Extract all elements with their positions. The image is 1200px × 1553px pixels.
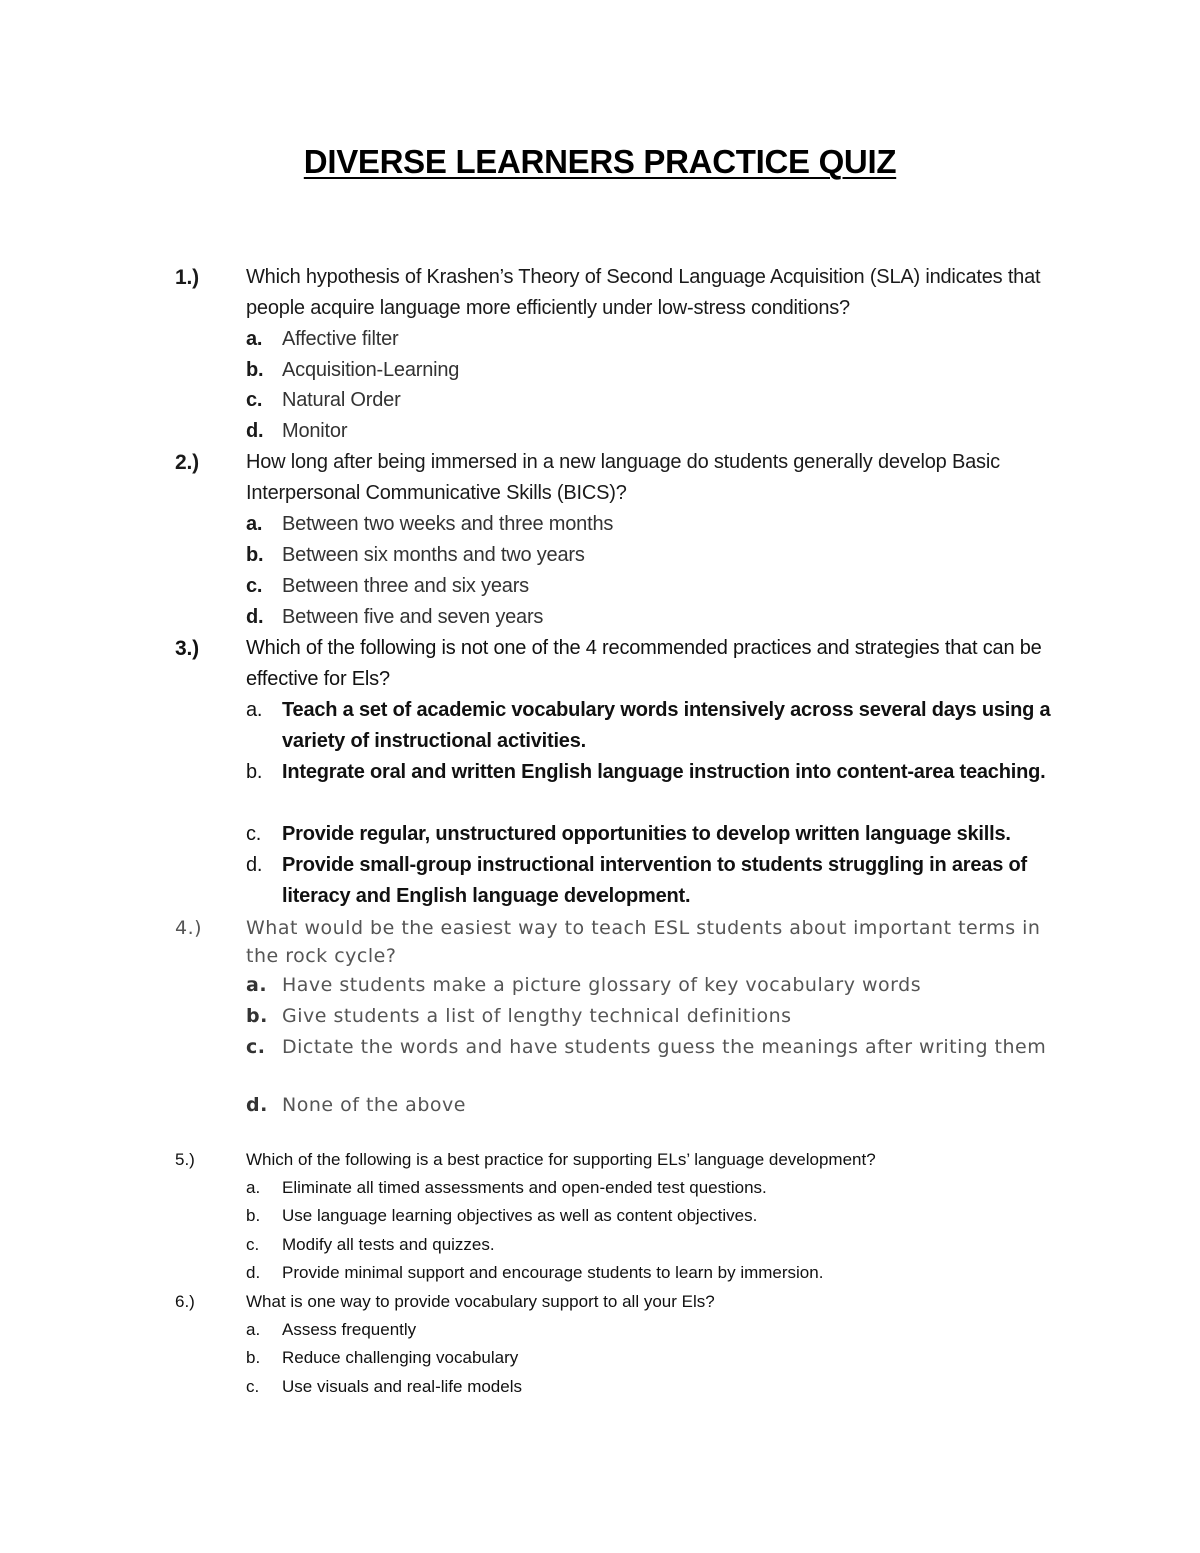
- question-number: 2.): [175, 451, 199, 474]
- option-letter: c.: [246, 823, 262, 845]
- option-text: Natural Order: [282, 389, 401, 411]
- option-text: Eliminate all timed assessments and open-ended test questions.: [282, 1178, 767, 1197]
- question-text: Which of the following is not one of the 4 recommended practices and strategies that can be effective for Els?: [246, 637, 1042, 690]
- option-text: Between two weeks and three months: [282, 513, 614, 535]
- option-letter: c.: [246, 575, 263, 597]
- option-text: Modify all tests and quizzes.: [282, 1235, 495, 1254]
- option-letter: a.: [246, 974, 268, 996]
- question-text: How long after being immersed in a new language do students generally develop Basic Interpersonal Communicative Skills (BICS)?: [246, 451, 1000, 504]
- option-letter: d.: [246, 854, 263, 876]
- option-text: Between six months and two years: [282, 544, 585, 566]
- question-number: 4.): [175, 917, 203, 939]
- option-letter: a.: [246, 1178, 261, 1197]
- option-letter: b.: [246, 761, 263, 783]
- option-text: Have students make a picture glossary of key vocabulary words: [282, 974, 922, 996]
- option-letter: b.: [246, 1206, 261, 1225]
- option-letter: d.: [246, 606, 264, 628]
- page-title: DIVERSE LEARNERS PRACTICE QUIZ: [303, 143, 897, 180]
- option-letter: b.: [246, 1348, 261, 1367]
- option-text: Teach a set of academic vocabulary words intensively across several days using a variety of instructional activities.: [282, 699, 1051, 752]
- option-letter: d.: [246, 420, 264, 442]
- option-letter: d.: [246, 1263, 261, 1282]
- question-text: What is one way to provide vocabulary support to all your Els?: [246, 1292, 715, 1311]
- option-text: Assess frequently: [282, 1320, 417, 1339]
- option-text: Provide regular, unstructured opportunities to develop written language skills.: [282, 823, 1011, 845]
- question-number: 1.): [175, 266, 199, 289]
- option-text: Provide small-group instructional intervention to students struggling in areas of literacy and English language development.: [282, 854, 1027, 907]
- option-text: Provide minimal support and encourage students to learn by immersion.: [282, 1263, 824, 1282]
- option-letter: b.: [246, 359, 264, 381]
- option-letter: c.: [246, 1036, 266, 1058]
- option-text: Dictate the words and have students guess the meanings after writing them: [282, 1036, 1047, 1058]
- question-text: Which hypothesis of Krashen’s Theory of Second Language Acquisition (SLA) indicates that people acquire language more efficiently under low-stress conditions?: [246, 266, 1041, 319]
- option-text: Integrate oral and written English language instruction into content-area teaching.: [282, 761, 1046, 783]
- option-letter: c.: [246, 1377, 260, 1396]
- option-text: Between three and six years: [282, 575, 529, 597]
- option-letter: b.: [246, 544, 264, 566]
- option-text: Give students a list of lengthy technical definitions: [282, 1005, 792, 1027]
- option-text: Acquisition-Learning: [282, 359, 460, 381]
- option-letter: a.: [246, 513, 263, 535]
- question-text: Which of the following is a best practice for supporting ELs’ language development?: [246, 1150, 876, 1169]
- option-text: Monitor: [282, 420, 348, 442]
- option-letter: a.: [246, 699, 263, 721]
- question-number: 5.): [175, 1150, 195, 1169]
- question-number: 6.): [175, 1292, 195, 1311]
- option-text: Affective filter: [282, 328, 399, 350]
- option-text: Between five and seven years: [282, 606, 544, 628]
- option-letter: c.: [246, 389, 263, 411]
- question-text: What would be the easiest way to teach ESL students about important terms in the rock cycle?: [246, 917, 1041, 967]
- option-text: Use language learning objectives as well as content objectives.: [282, 1206, 758, 1225]
- option-letter: d.: [246, 1094, 268, 1116]
- option-letter: a.: [246, 328, 263, 350]
- option-text: Use visuals and real-life models: [282, 1377, 522, 1396]
- option-letter: b.: [246, 1005, 268, 1027]
- option-letter: c.: [246, 1235, 260, 1254]
- option-text: None of the above: [282, 1094, 466, 1116]
- question-number: 3.): [175, 637, 199, 660]
- option-letter: a.: [246, 1320, 261, 1339]
- option-text: Reduce challenging vocabulary: [282, 1348, 519, 1367]
